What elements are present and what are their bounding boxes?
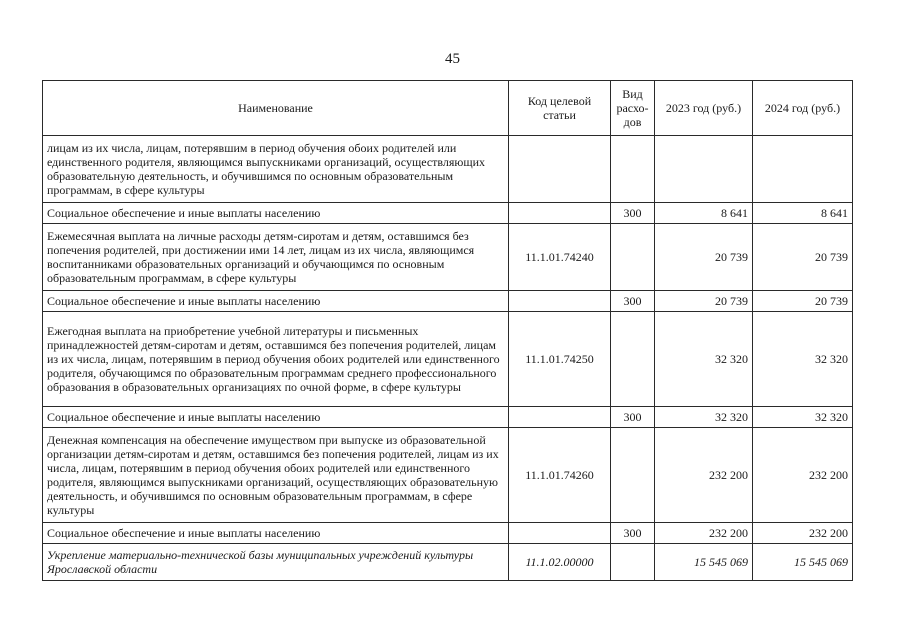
row-amount-2023: 20 739	[655, 291, 753, 312]
row-type: 300	[611, 203, 655, 224]
table-row	[43, 544, 853, 581]
row-amount-2023: 32 320	[655, 407, 753, 428]
row-amount-2024: 20 739	[753, 291, 853, 312]
row-amount-2024: 232 200	[753, 523, 853, 544]
row-code: 11.1.01.74240	[509, 224, 611, 291]
row-amount-2023: 32 320	[655, 312, 753, 407]
row-type	[611, 224, 655, 291]
budget-table	[42, 80, 853, 581]
row-name: Социальное обеспечение и иные выплаты населению	[43, 407, 509, 428]
row-amount-2024	[753, 136, 853, 203]
row-amount-2024: 32 320	[753, 407, 853, 428]
table-row	[43, 203, 853, 224]
table-row	[43, 523, 853, 544]
header-name: Наименование	[43, 81, 509, 136]
header-type: Вид расхо-дов	[611, 81, 655, 136]
row-amount-2024: 32 320	[753, 312, 853, 407]
row-amount-2024: 15 545 069	[753, 544, 853, 581]
row-code: 11.1.01.74250	[509, 312, 611, 407]
row-type	[611, 312, 655, 407]
row-amount-2024: 232 200	[753, 428, 853, 523]
row-amount-2023: 8 641	[655, 203, 753, 224]
row-amount-2024: 8 641	[753, 203, 853, 224]
row-name: Ежемесячная выплата на личные расходы детям-сиротам и детям, оставшимся без попечения родителей, при достижении ими 14 лет, лицам из их числа, являющимся воспитанниками образовательных организаций и обучающимся по основным образовательным программам, в сфере культуры	[43, 224, 509, 291]
row-amount-2023	[655, 136, 753, 203]
header-year-2023: 2023 год (руб.)	[655, 81, 753, 136]
page-number: 45	[445, 51, 460, 67]
row-code	[509, 291, 611, 312]
row-type: 300	[611, 523, 655, 544]
row-amount-2023: 232 200	[655, 523, 753, 544]
row-code: 11.1.02.00000	[509, 544, 611, 581]
table-row	[43, 428, 853, 523]
table-row	[43, 407, 853, 428]
row-name: Социальное обеспечение и иные выплаты населению	[43, 291, 509, 312]
row-name: Денежная компенсация на обеспечение имуществом при выпуске из образовательной организации детям-сиротам и детям, оставшимся без попечения родителей, лицам из их числа, лицам, потерявшим в период обучения обоих родителей или единственного родителя, являющимся выпускниками организаций, осуществляющих образовательную деятельность, и обучившимся по основным образовательным программам, в сфере культуры	[43, 428, 509, 523]
row-type	[611, 544, 655, 581]
row-amount-2023: 20 739	[655, 224, 753, 291]
row-name: Социальное обеспечение и иные выплаты населению	[43, 523, 509, 544]
row-amount-2024: 20 739	[753, 224, 853, 291]
header-code: Код целевой статьи	[509, 81, 611, 136]
row-code	[509, 203, 611, 224]
row-code: 11.1.01.74260	[509, 428, 611, 523]
row-type: 300	[611, 407, 655, 428]
row-name: Ежегодная выплата на приобретение учебной литературы и письменных принадлежностей детям-сиротам и детям, оставшимся без попечения родителей, лицам из их числа, лицам, потерявшим в период обучения обоих родителей или единственного родителя, обучающимся по образовательным программам среднего профессионального образования в образовательных организациях по очной форме, в сфере культуры	[43, 312, 509, 407]
table-row	[43, 291, 853, 312]
table-row	[43, 312, 853, 407]
row-amount-2023: 15 545 069	[655, 544, 753, 581]
row-type: 300	[611, 291, 655, 312]
row-name: Социальное обеспечение и иные выплаты населению	[43, 203, 509, 224]
row-code	[509, 407, 611, 428]
row-code	[509, 523, 611, 544]
header-year-2024: 2024 год (руб.)	[753, 81, 853, 136]
row-code	[509, 136, 611, 203]
row-type	[611, 428, 655, 523]
table-row	[43, 136, 853, 203]
table-header-row	[43, 81, 853, 136]
row-name: лицам из их числа, лицам, потерявшим в период обучения обоих родителей или единственного родителя, являющимся выпускниками организаций, осуществляющих образовательную деятельность, и обучившимся по основным образовательным программам, в сфере культуры	[43, 136, 509, 203]
row-type	[611, 136, 655, 203]
row-amount-2023: 232 200	[655, 428, 753, 523]
row-name: Укрепление материально-технической базы муниципальных учреждений культуры Ярославской области	[43, 544, 509, 581]
table-row	[43, 224, 853, 291]
